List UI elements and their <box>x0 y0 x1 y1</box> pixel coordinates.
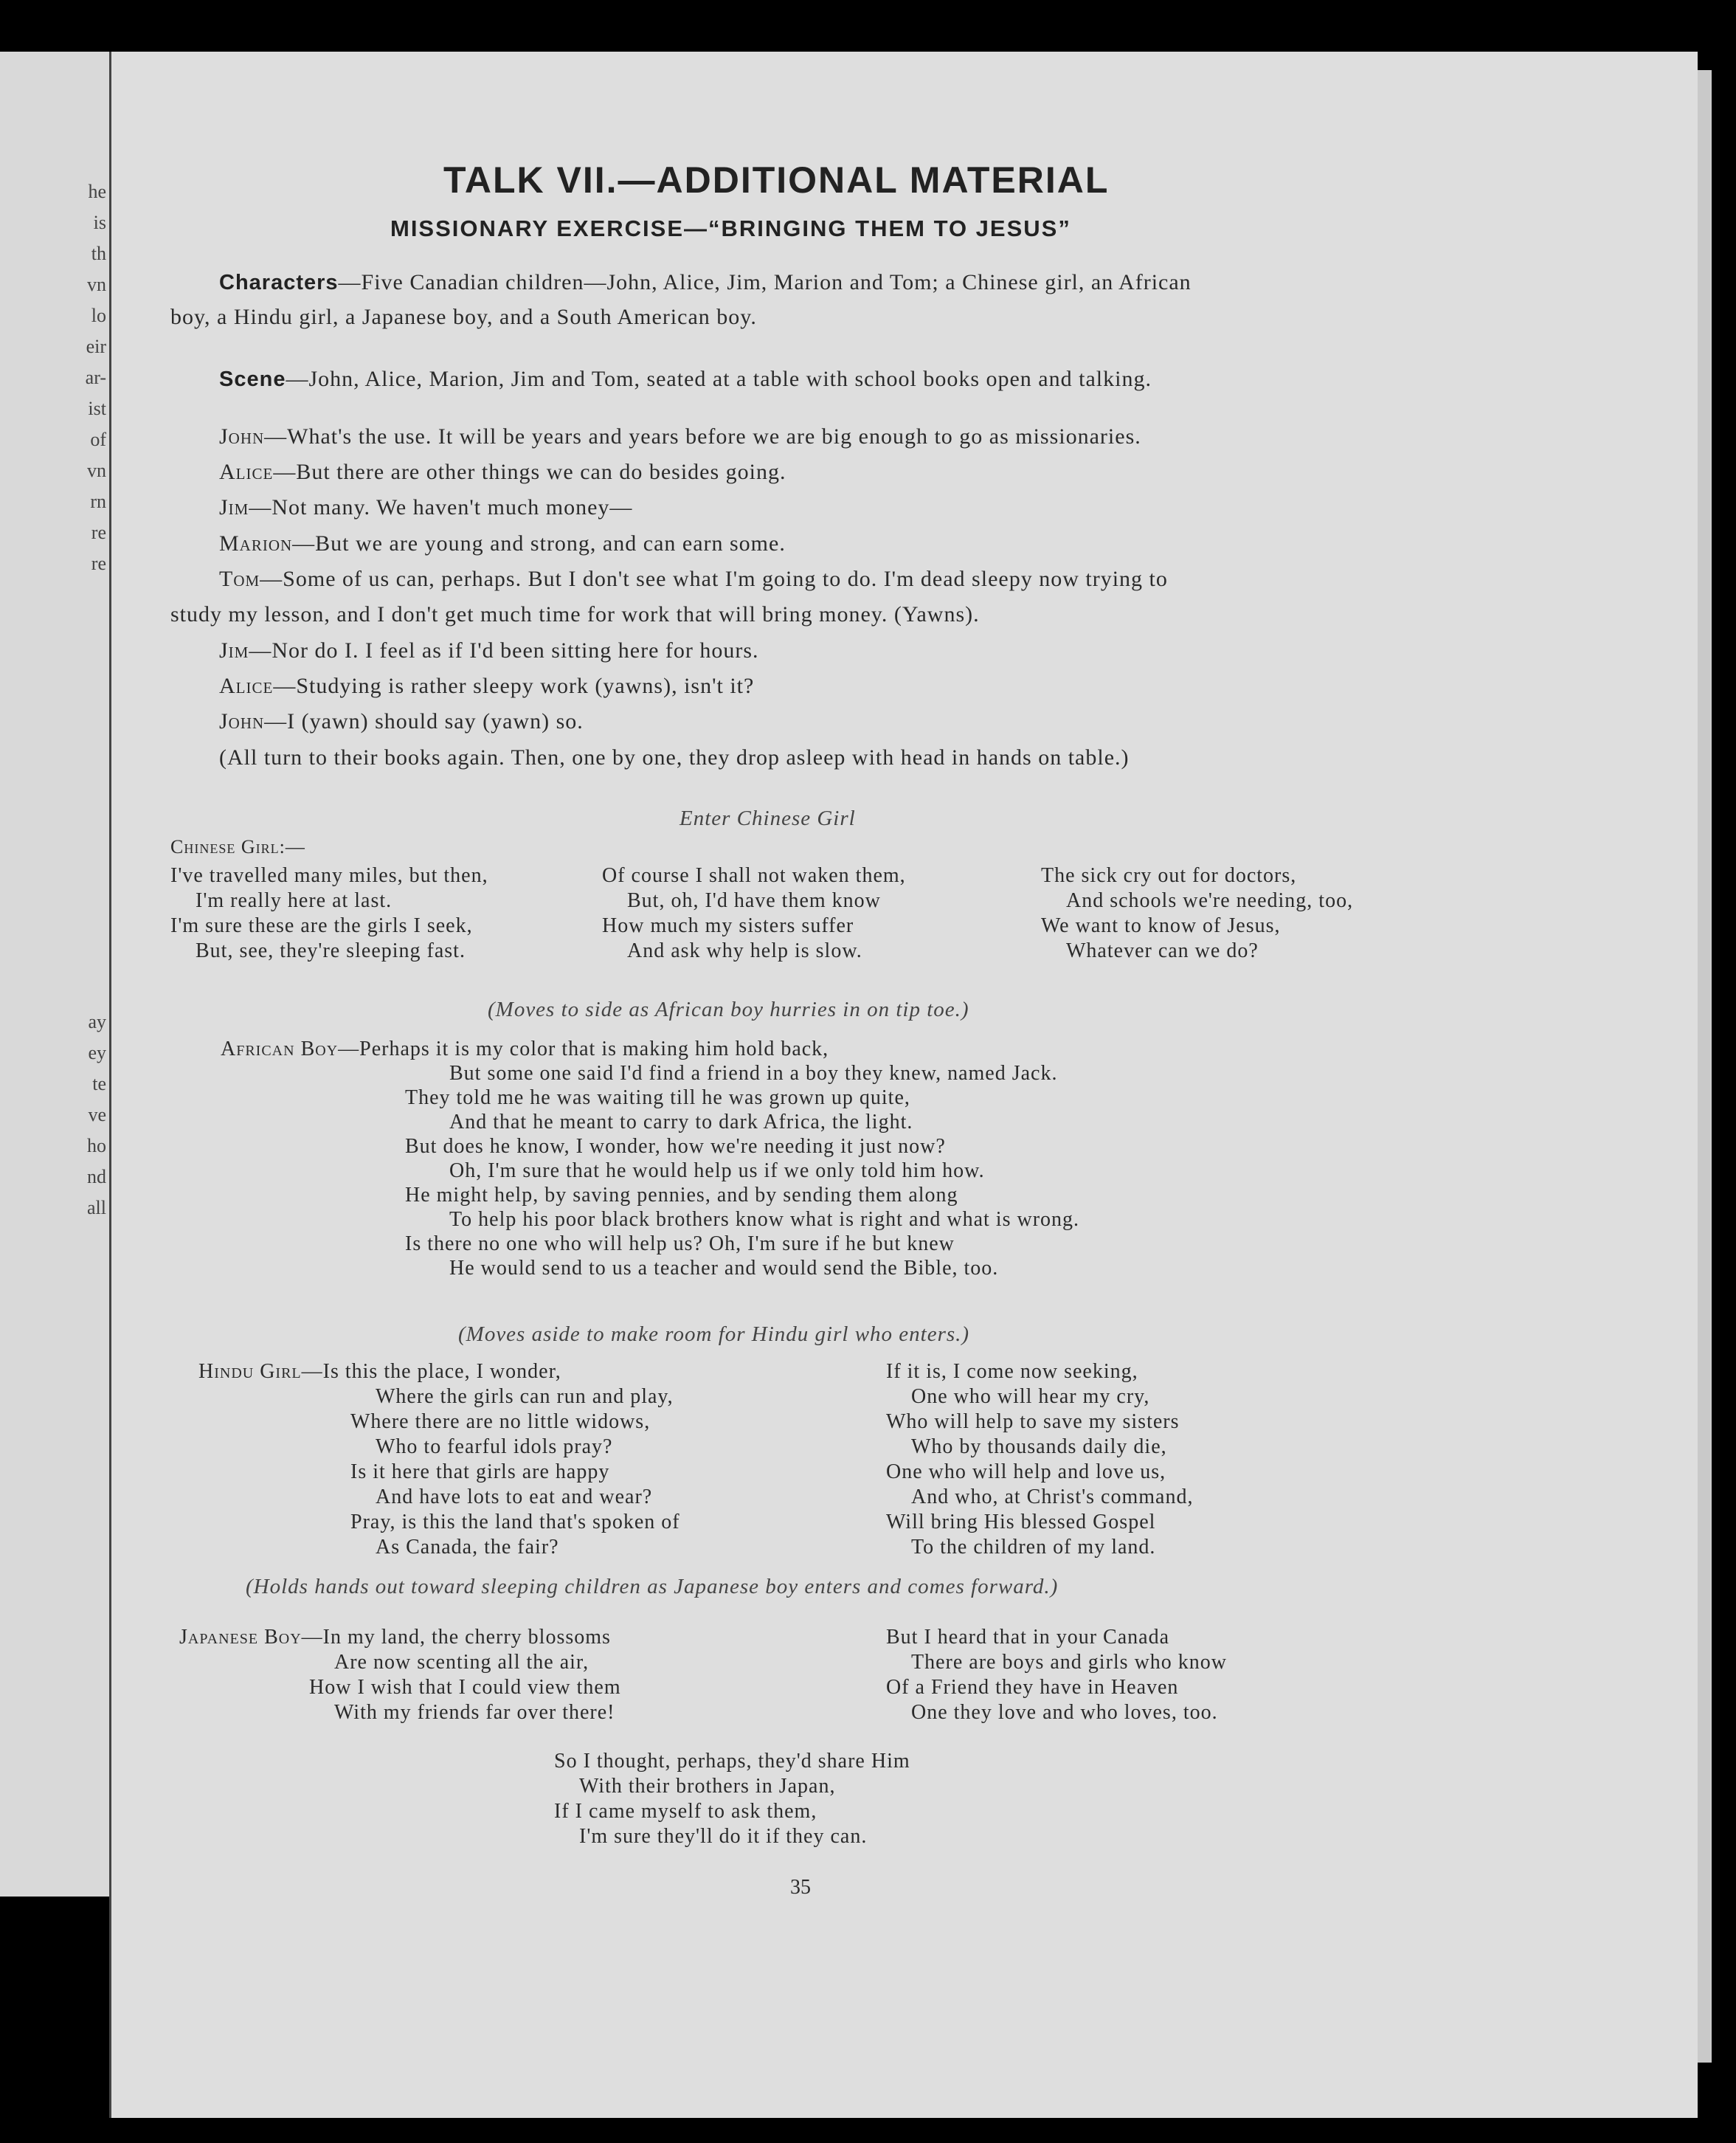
verse-line: I'm really here at last. <box>196 889 392 912</box>
dialogue-line <box>219 674 754 699</box>
left-page-fragment: vn <box>87 460 106 481</box>
verse-line: How I wish that I could view them <box>309 1676 621 1699</box>
verse-line: If it is, I come now seeking, <box>886 1360 1138 1383</box>
verse-line: But, oh, I'd have them know <box>627 889 881 912</box>
dialogue-line <box>219 638 759 663</box>
dialogue-line <box>219 495 632 520</box>
characters-line-1 <box>219 270 1192 295</box>
left-page-fragment: of <box>90 429 106 450</box>
stage-direction-hindu: (Moves aside to make room for Hindu girl who enters.) <box>458 1322 970 1346</box>
verse-line: He would send to us a teacher and would send the Bible, too. <box>449 1257 999 1280</box>
left-page-fragment: ay <box>88 1011 106 1032</box>
verse-line: Where the girls can run and play, <box>376 1385 674 1408</box>
african-line-first: African Boy—Perhaps it is my color that is making him hold back, <box>221 1038 829 1060</box>
verse-line: He might help, by saving pennies, and by sending them along <box>405 1184 958 1207</box>
verse-line: And ask why help is slow. <box>627 939 862 962</box>
dialogue-text: —What's the use. It will be years and years before we are big enough to go as missionaries. <box>264 424 1141 449</box>
verse-line: And who, at Christ's command, <box>911 1485 1194 1508</box>
left-page-fragment: eir <box>86 336 106 357</box>
dialogue-line <box>219 460 786 485</box>
chinese-verse-stanza <box>170 863 488 964</box>
speaker-name: Jim <box>219 638 249 663</box>
speaker-name: Alice <box>219 674 274 698</box>
verse-line: I'm sure they'll do it if they can. <box>579 1825 868 1848</box>
japanese-boy-verse-1: Japanese Boy—In my land, the cherry blossoms Are now scenting all the air, How I wish that I could view them With my friends far over there! <box>179 1626 621 1724</box>
verse-line: Are now scenting all the air, <box>334 1651 589 1674</box>
verse-line: Oh, I'm sure that he would help us if we only told him how. <box>449 1159 985 1182</box>
stage-direction-chinese: Enter Chinese Girl <box>679 807 856 830</box>
scene-text: —John, Alice, Marion, Jim and Tom, seated at a table with school books open and talking. <box>286 367 1152 391</box>
dialogue-line <box>219 424 1141 449</box>
speaker-name: Marion <box>219 531 293 556</box>
verse-line: Pray, is this the land that's spoken of <box>350 1511 680 1533</box>
verse-line: One they love and who loves, too. <box>911 1701 1218 1724</box>
verse-line: But, see, they're sleeping fast. <box>196 939 466 962</box>
dialogue-text: study my lesson, and I don't get much time for work that will bring money. (Yawns). <box>170 602 980 627</box>
verse-line: To the children of my land. <box>911 1536 1156 1559</box>
japanese-boy-verse-2 <box>886 1625 1227 1725</box>
left-page-fragment: rn <box>90 491 106 512</box>
left-page-fragment: th <box>91 243 106 264</box>
dialogue-line <box>170 602 980 627</box>
left-page-fragment: he <box>88 181 106 202</box>
verse-line: There are boys and girls who know <box>911 1651 1228 1674</box>
dialogue-line <box>219 567 1168 592</box>
stage-direction-african: (Moves to side as African boy hurries in on tip toe.) <box>488 998 969 1021</box>
left-page-fragment: nd <box>87 1166 106 1187</box>
speaker-name: John <box>219 709 265 734</box>
left-page-fragment: ar- <box>85 367 106 388</box>
left-page-fragment: ey <box>88 1042 106 1063</box>
verse-line: But I heard that in your Canada <box>886 1626 1170 1649</box>
hindu-girl-verse-1: Hindu Girl—Is this the place, I wonder, Where the girls can run and play, Where there are no little widows, Who to fearful idols pray? Is it here that girls are happy And have lots to eat and wear? Pray, is this the land that's spoken of As Canada, the fair? <box>198 1360 680 1559</box>
scene-label: Scene <box>219 367 286 391</box>
dialogue-text: —Nor do I. I feel as if I'd been sitting here for hours. <box>249 638 759 663</box>
dialogue-text: —Not many. We haven't much money— <box>249 495 633 520</box>
left-page-fragment: all <box>87 1197 106 1218</box>
verse-line: To help his poor black brothers know what is right and what is wrong. <box>449 1208 1080 1231</box>
speaker-name: Alice <box>219 460 274 484</box>
verse-line: I'm sure these are the girls I seek, <box>170 914 473 937</box>
dialogue-text: (All turn to their books again. Then, one by one, they drop asleep with head in hands on table.) <box>219 745 1130 770</box>
speaker-name: Jim <box>219 495 249 520</box>
verse-line: Whatever can we do? <box>1066 939 1259 962</box>
left-page-fragment: ist <box>88 398 106 419</box>
characters-label: Characters <box>219 271 339 294</box>
dialogue-text: —Studying is rather sleepy work (yawns), isn't it? <box>273 674 755 698</box>
verse-line: One who will hear my cry, <box>911 1385 1150 1408</box>
african-boy-speaker: African Boy <box>221 1038 339 1060</box>
left-page-fragment: re <box>91 522 106 543</box>
verse-line: We want to know of Jesus, <box>1041 914 1281 937</box>
hindu-girl-speaker: Hindu Girl <box>198 1360 302 1383</box>
book-page <box>109 52 1698 2118</box>
verse-line: But does he know, I wonder, how we're needing it just now? <box>405 1135 946 1158</box>
verse-line: Will bring His blessed Gospel <box>886 1511 1156 1533</box>
dialogue-text: —But we are young and strong, and can earn some. <box>292 531 786 556</box>
page-number: 35 <box>790 1876 811 1899</box>
left-page-fragment: vn <box>87 274 106 295</box>
verse-line: And have lots to eat and wear? <box>376 1485 653 1508</box>
characters-text: —Five Canadian children—John, Alice, Jim, Marion and Tom; a Chinese girl, an African <box>338 270 1192 294</box>
verse-line: They told me he was waiting till he was grown up quite, <box>405 1086 910 1109</box>
verse-line: How much my sisters suffer <box>602 914 854 937</box>
scene-line <box>219 367 1152 392</box>
verse-line: Who by thousands daily die, <box>911 1435 1167 1458</box>
verse-line: But some one said I'd find a friend in a boy they knew, named Jack. <box>449 1062 1058 1085</box>
chinese-girl-label: Chinese Girl:— <box>170 836 305 857</box>
verse-line: The sick cry out for doctors, <box>1041 864 1297 887</box>
page-title: TALK VII.—ADDITIONAL MATERIAL <box>443 159 1110 201</box>
stage-direction-japanese: (Holds hands out toward sleeping children as Japanese boy enters and comes forward.) <box>246 1575 1059 1598</box>
dialogue-line <box>219 745 1130 770</box>
left-page-fragment: ho <box>87 1135 106 1156</box>
characters-line-2: boy, a Hindu girl, a Japanese boy, and a South American boy. <box>170 305 757 329</box>
speaker-name: Tom <box>219 567 260 591</box>
verse-line: Of course I shall not waken them, <box>602 864 906 887</box>
verse-line: And schools we're needing, too, <box>1066 889 1354 912</box>
verse-line: And that he meant to carry to dark Africa, the light. <box>449 1111 913 1133</box>
verse-line: Where there are no little widows, <box>350 1410 651 1433</box>
chinese-verse-stanza <box>602 863 906 964</box>
left-page-fragment: is <box>93 212 106 233</box>
verse-line: Who will help to save my sisters <box>886 1410 1180 1433</box>
japanese-boy-speaker: Japanese Boy <box>179 1626 302 1649</box>
verse-line: One who will help and love us, <box>886 1460 1166 1483</box>
dialogue-text: —I (yawn) should say (yawn) so. <box>264 709 584 734</box>
japanese-boy-verse-3 <box>554 1749 910 1849</box>
left-page-fragment: te <box>92 1073 106 1094</box>
left-page-fragment: ve <box>88 1104 106 1125</box>
hindu-girl-verse-2 <box>886 1359 1193 1560</box>
verse-line: If I came myself to ask them, <box>554 1800 817 1823</box>
dialogue-text: —But there are other things we can do besides going. <box>273 460 786 484</box>
speaker-name: John <box>219 424 265 449</box>
chinese-verse-stanza <box>1041 863 1353 964</box>
verse-line: So I thought, perhaps, they'd share Him <box>554 1750 910 1773</box>
left-page-fragment: lo <box>91 305 106 326</box>
dialogue-line <box>219 531 786 556</box>
dialogue-text: —Some of us can, perhaps. But I don't see what I'm going to do. I'm dead sleepy now trying to <box>260 567 1168 591</box>
verse-line: As Canada, the fair? <box>376 1536 559 1559</box>
verse-line: Is there no one who will help us? Oh, I'm sure if he but knew <box>405 1232 955 1255</box>
african-boy-verse <box>221 1037 1079 1280</box>
verse-line: I've travelled many miles, but then, <box>170 864 488 887</box>
verse-line: Is it here that girls are happy <box>350 1460 610 1483</box>
dialogue-line <box>219 709 584 734</box>
left-page-edge <box>0 52 111 1897</box>
page-subtitle: MISSIONARY EXERCISE—“BRINGING THEM TO JESUS” <box>390 215 1071 241</box>
left-page-fragment: re <box>91 553 106 574</box>
verse-line: With my friends far over there! <box>334 1701 615 1724</box>
verse-line: Of a Friend they have in Heaven <box>886 1676 1179 1699</box>
verse-line: Who to fearful idols pray? <box>376 1435 613 1458</box>
verse-line: With their brothers in Japan, <box>579 1775 836 1798</box>
